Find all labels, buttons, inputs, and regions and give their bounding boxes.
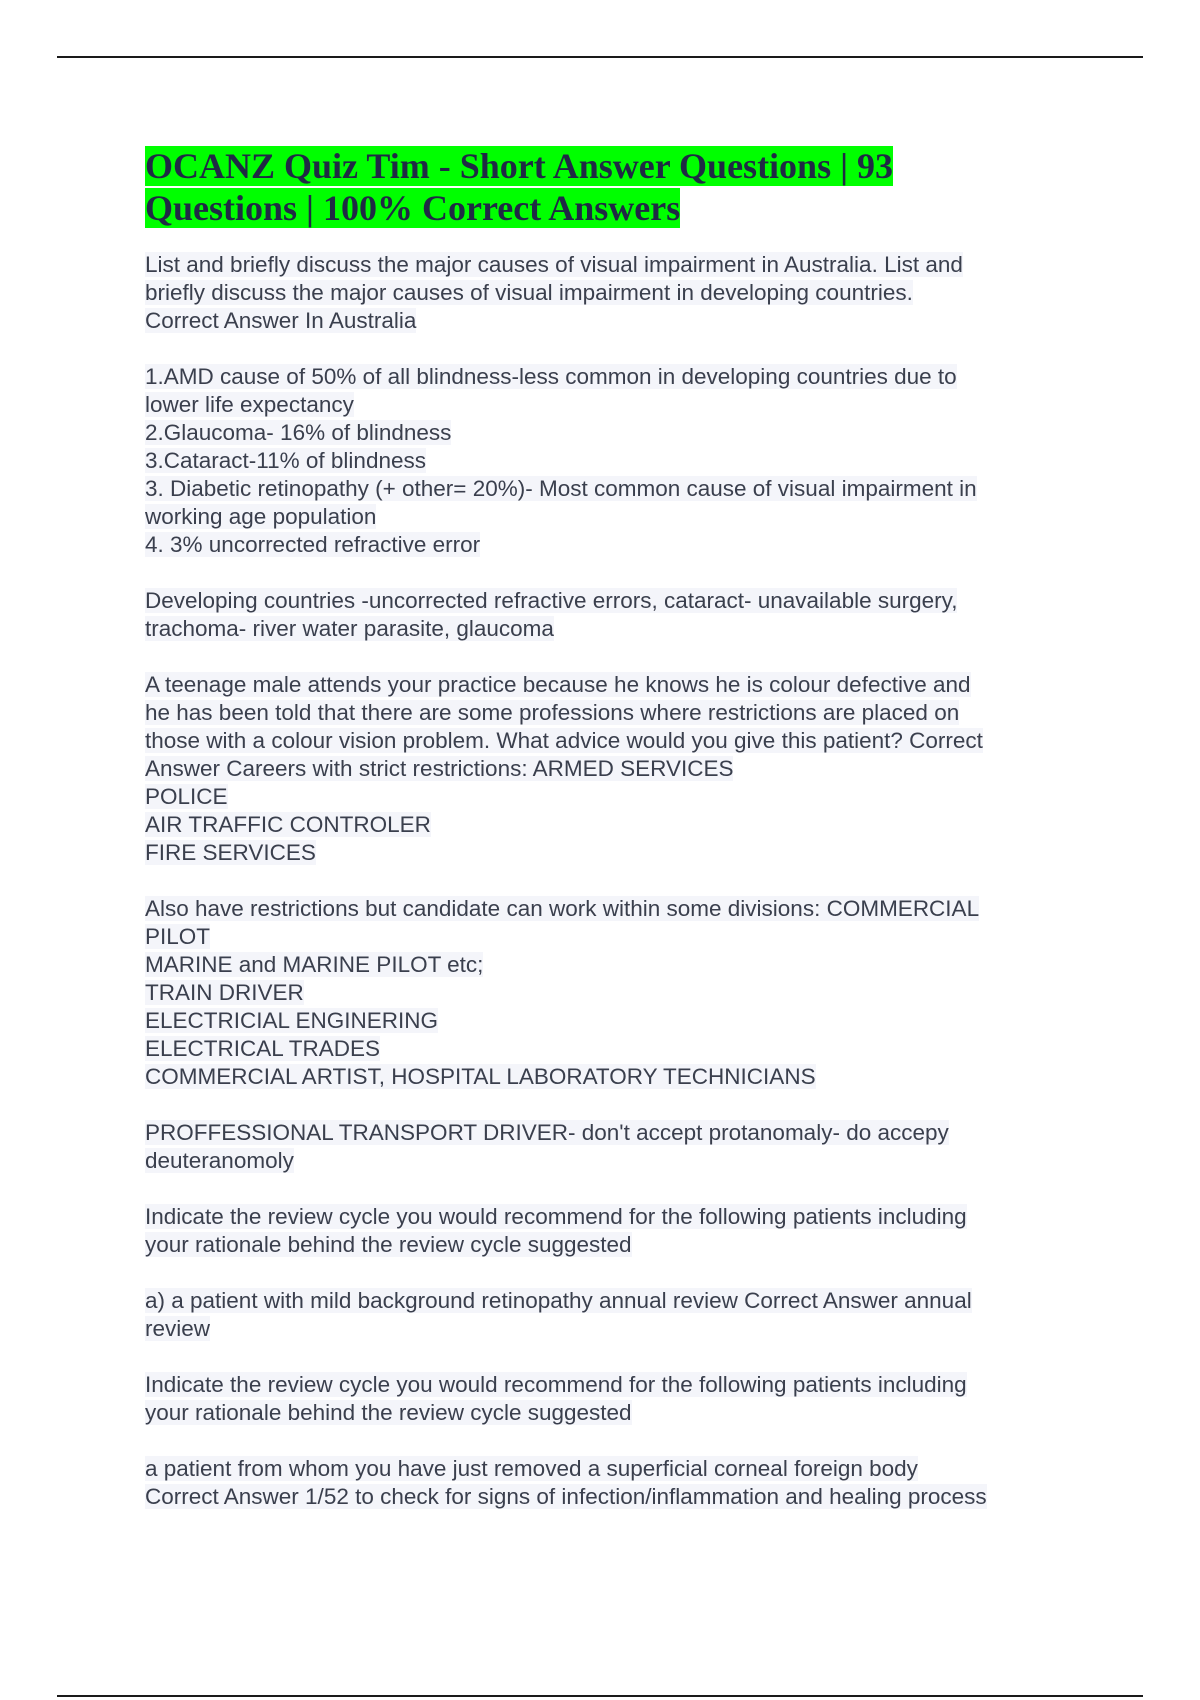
top-rule — [57, 56, 1143, 58]
text-line — [145, 1231, 1065, 1259]
text-line — [145, 419, 1065, 447]
text-line — [145, 1063, 1065, 1091]
text-line — [145, 699, 1065, 727]
text-line-content: trachoma- river water parasite, glaucoma — [145, 616, 554, 641]
text-line — [145, 923, 1065, 951]
text-line — [145, 1007, 1065, 1035]
text-line-content: deuteranomoly — [145, 1148, 294, 1173]
text-line-content: TRAIN DRIVER — [145, 980, 304, 1005]
text-line — [145, 307, 1065, 335]
text-line-content: POLICE — [145, 784, 228, 809]
qa-paragraph — [145, 1287, 1065, 1343]
text-line — [145, 951, 1065, 979]
text-line-content: working age population — [145, 504, 377, 529]
text-line-content: ELECTRICIAL ENGINERING — [145, 1008, 438, 1033]
text-line-content: Developing countries -uncorrected refractive errors, cataract- unavailable surgery, — [145, 588, 958, 613]
text-line — [145, 531, 1065, 559]
text-line — [145, 279, 1065, 307]
text-line-content: PROFFESSIONAL TRANSPORT DRIVER- don't accept protanomaly- do accepy — [145, 1120, 949, 1145]
text-line — [145, 783, 1065, 811]
text-line-content: a patient from whom you have just removed a superficial corneal foreign body — [145, 1456, 918, 1481]
document-title — [145, 145, 1065, 229]
text-line — [145, 615, 1065, 643]
qa-blocks — [145, 251, 1065, 1511]
document-body — [145, 145, 1065, 1539]
text-line — [145, 1119, 1065, 1147]
text-line-content: AIR TRAFFIC CONTROLER — [145, 812, 431, 837]
text-line — [145, 587, 1065, 615]
text-line-content: FIRE SERVICES — [145, 840, 316, 865]
text-line — [145, 755, 1065, 783]
qa-paragraph — [145, 1371, 1065, 1427]
text-line — [145, 727, 1065, 755]
text-line-content: MARINE and MARINE PILOT etc; — [145, 952, 484, 977]
qa-paragraph — [145, 1203, 1065, 1259]
text-line-content: review — [145, 1316, 211, 1341]
text-line-content: lower life expectancy — [145, 392, 354, 417]
text-line-content: ELECTRICAL TRADES — [145, 1036, 381, 1061]
text-line — [145, 447, 1065, 475]
text-line-content: Indicate the review cycle you would recommend for the following patients including — [145, 1372, 967, 1397]
text-line-content: Correct Answer 1/52 to check for signs of infection/inflammation and healing process — [145, 1484, 987, 1509]
qa-paragraph — [145, 1455, 1065, 1511]
qa-paragraph — [145, 671, 1065, 867]
text-line — [145, 895, 1065, 923]
text-line — [145, 391, 1065, 419]
text-line — [145, 1147, 1065, 1175]
qa-paragraph — [145, 1119, 1065, 1175]
title-line: Questions | 100% Correct Answers — [145, 188, 681, 228]
text-line — [145, 1287, 1065, 1315]
text-line-content: Answer Careers with strict restrictions: ARMED SERVICES — [145, 756, 734, 781]
text-line — [145, 1203, 1065, 1231]
text-line — [145, 1483, 1065, 1511]
text-line-content: 4. 3% uncorrected refractive error — [145, 532, 481, 557]
text-line-content: 2.Glaucoma- 16% of blindness — [145, 420, 452, 445]
qa-paragraph — [145, 895, 1065, 1091]
qa-paragraph — [145, 251, 1065, 335]
text-line — [145, 503, 1065, 531]
qa-paragraph — [145, 587, 1065, 643]
text-line — [145, 363, 1065, 391]
text-line — [145, 671, 1065, 699]
text-line — [145, 1455, 1065, 1483]
text-line — [145, 1371, 1065, 1399]
bottom-rule — [57, 1695, 1143, 1697]
text-line-content: Indicate the review cycle you would recommend for the following patients including — [145, 1204, 967, 1229]
qa-paragraph — [145, 363, 1065, 559]
text-line — [145, 1315, 1065, 1343]
text-line-content: a) a patient with mild background retinopathy annual review Correct Answer annual — [145, 1288, 972, 1313]
text-line-content: 3. Diabetic retinopathy (+ other= 20%)- Most common cause of visual impairment in — [145, 476, 977, 501]
text-line-content: PILOT — [145, 924, 211, 949]
text-line — [145, 251, 1065, 279]
title-line: OCANZ Quiz Tim - Short Answer Questions | 93 — [145, 146, 894, 186]
text-line — [145, 475, 1065, 503]
text-line-content: A teenage male attends your practice because he knows he is colour defective and — [145, 672, 971, 697]
text-line-content: Also have restrictions but candidate can work within some divisions: COMMERCIAL — [145, 896, 980, 921]
text-line — [145, 1035, 1065, 1063]
text-line — [145, 1399, 1065, 1427]
text-line-content: your rationale behind the review cycle suggested — [145, 1400, 632, 1425]
text-line-content: COMMERCIAL ARTIST, HOSPITAL LABORATORY TECHNICIANS — [145, 1064, 816, 1089]
text-line-content: he has been told that there are some professions where restrictions are placed on — [145, 700, 960, 725]
text-line-content: your rationale behind the review cycle suggested — [145, 1232, 632, 1257]
text-line-content: 1.AMD cause of 50% of all blindness-less common in developing countries due to — [145, 364, 957, 389]
text-line-content: List and briefly discuss the major causes of visual impairment in Australia. List and — [145, 252, 963, 277]
text-line-content: those with a colour vision problem. What advice would you give this patient? Correct — [145, 728, 983, 753]
text-line — [145, 979, 1065, 1007]
text-line — [145, 839, 1065, 867]
text-line-content: 3.Cataract-11% of blindness — [145, 448, 426, 473]
text-line-content: Correct Answer In Australia — [145, 308, 417, 333]
text-line-content: briefly discuss the major causes of visual impairment in developing countries. — [145, 280, 913, 305]
text-line — [145, 811, 1065, 839]
